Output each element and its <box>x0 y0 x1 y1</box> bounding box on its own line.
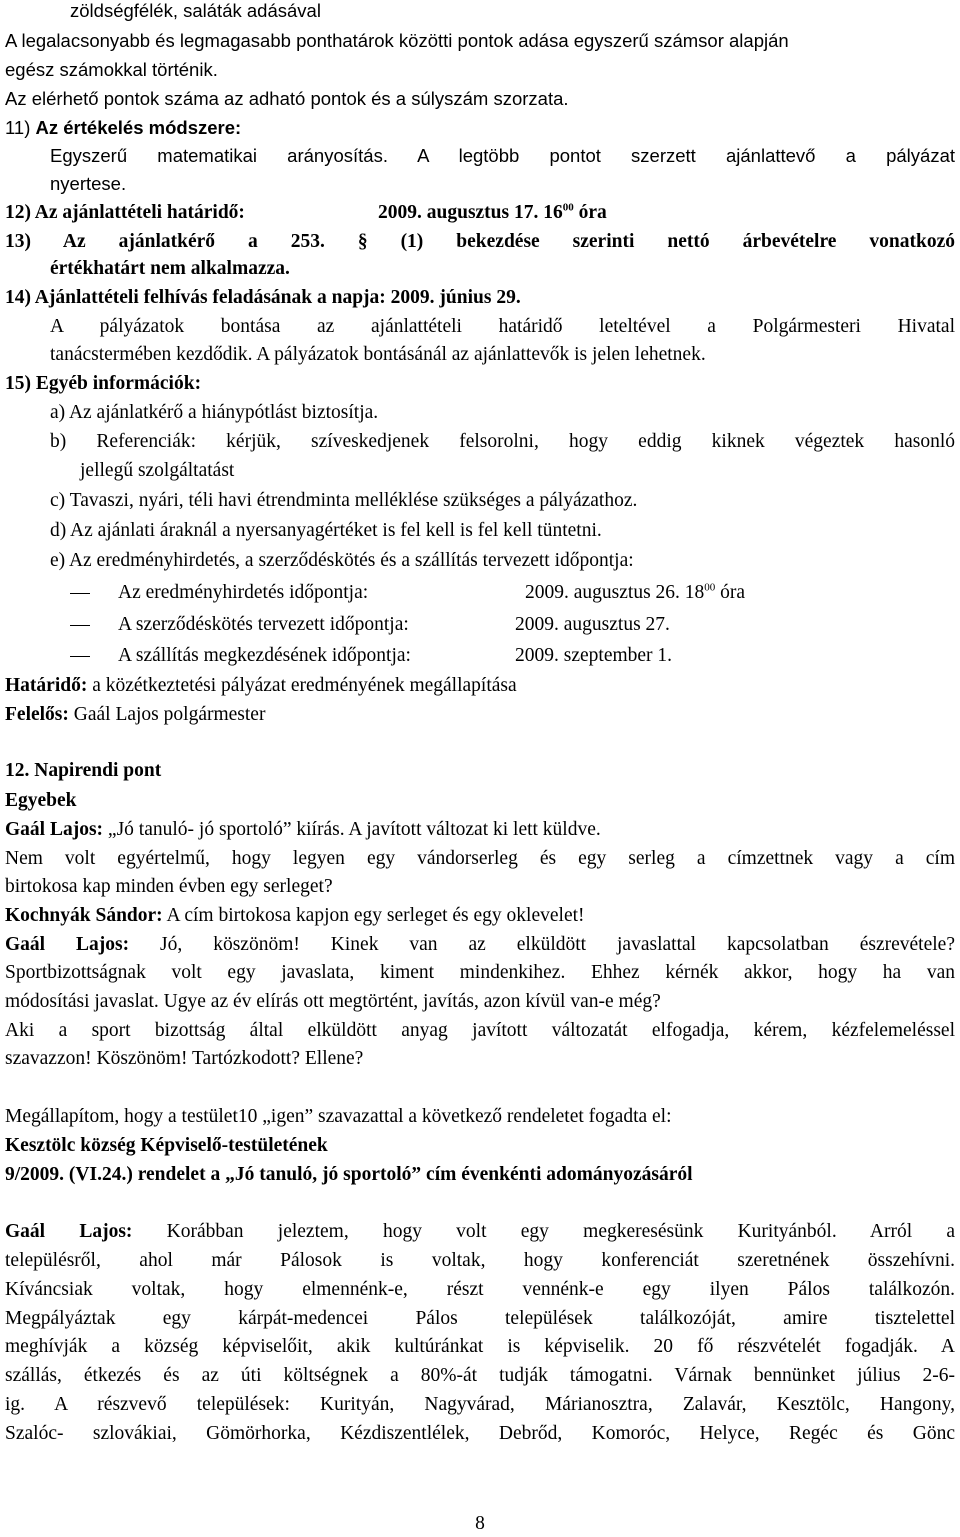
item-label: 12) Az ajánlattételi határidő: <box>5 202 245 223</box>
paragraph-line: szállás, étkezés és az úti költségnek a 80%-át tudják támogatni. Várnak bennünket július 2-6- <box>5 1365 955 1386</box>
paragraph-line: Aki a sport bizottság által elküldött anyag javított változatát elfogadja, kérem, kézfelemeléssel <box>5 1020 955 1041</box>
text-line: jellegű szolgáltatást <box>80 460 235 481</box>
paragraph-line: módosítási javaslat. Ugye az év elírás ott megtörtént, javítás, azon kívül van-e még? <box>5 991 661 1012</box>
item-14: 14) Ajánlattételi felhívás feladásának a napja: 2009. június 29. <box>5 287 521 308</box>
sub-item: e) Az eredményhirdetés, a szerződéskötés és a szállítás tervezett időpontja: <box>50 550 634 571</box>
paragraph-line: Gaál Lajos: „Jó tanuló- jó sportoló” kiírás. A javított változat ki lett küldve. <box>5 819 601 840</box>
text-line: tanácstermében kezdődik. A pályázatok bontásánál az ajánlattevők is jelen lehetnek. <box>50 344 706 365</box>
sub-item: d) Az ajánlati áraknál a nyersanyagértéket is fel kell is fel kell tüntetni. <box>50 520 602 541</box>
sub-item: b) Referenciák: kérjük, szíveskedjenek felsorolni, hogy eddig kiknek végeztek hasonló <box>50 431 955 452</box>
dash-bullet <box>70 656 90 657</box>
item-12 <box>5 200 955 226</box>
paragraph-line: Megállapítom, hogy a testület10 „igen” szavazattal a következő rendeletet fogadta el: <box>5 1106 672 1127</box>
paragraph-line: Gaál Lajos: Korábban jeleztem, hogy volt egy megkeresésünk Kurityánból. Arról a <box>5 1221 956 1242</box>
paragraph-line: Kíváncsiak voltak, hogy elmennénk-e, részt vennénk-e egy ilyen Pálos találkozón. <box>5 1279 955 1300</box>
deadline-line: Határidő: a közétkeztetési pályázat eredményének megállapítása <box>5 675 517 696</box>
paragraph-line: birtokosa kap minden évben egy serleget? <box>5 876 333 897</box>
section-title: Egyebek <box>5 790 77 811</box>
date-value: 2009. augusztus 27. <box>515 614 670 635</box>
date-row: A szerződéskötés tervezett időpontja: 2009. augusztus 27. <box>70 612 960 638</box>
sub-item: c) Tavaszi, nyári, téli havi étrendminta melléklése szükséges a pályázathoz. <box>50 490 638 511</box>
paragraph-line: 9/2009. (VI.24.) rendelet a „Jó tanuló, jó sportoló” cím évenkénti adományozásáról <box>5 1164 693 1185</box>
paragraph-line: Kesztölc község Képviselő-testületének <box>5 1135 328 1156</box>
paragraph-line: Gaál Lajos: Jó, köszönöm! Kinek van az elküldött javaslattal kapcsolatban észrevétele? <box>5 934 955 955</box>
date-row: A szállítás megkezdésének időpontja: 2009. szeptember 1. <box>70 643 960 669</box>
paragraph-line: Sportbizottságnak volt egy javaslata, kiment mindenkihez. Ehhez kérnék akkor, hogy ha van <box>5 962 955 983</box>
deadline-date: 2009. augusztus 17. $16^{00}$ óra <box>378 201 607 223</box>
date-value: 2009. augusztus 26. $18^{00}$ óra <box>525 581 746 603</box>
text-line: A pályázatok bontása az ajánlattételi határidő leteltével a Polgármesteri Hivatal <box>50 316 955 337</box>
text-line: A legalacsonyabb és legmagasabb ponthatárok közötti pontok adása egyszerű számsor alapján <box>5 30 789 51</box>
text-line: egész számokkal történik. <box>5 59 218 80</box>
responsible-line: Felelős: Gaál Lajos polgármester <box>5 704 266 725</box>
dash-bullet <box>70 593 90 594</box>
section-heading: 12. Napirendi pont <box>5 760 162 781</box>
paragraph-line: Nem volt egyértelmű, hogy legyen egy vándorserleg és egy serleg a címzettnek vagy a cím <box>5 848 955 869</box>
item-number: 11) <box>5 117 31 138</box>
date-value: 2009. szeptember 1. <box>515 645 673 666</box>
paragraph-line: településről, ahol már Pálosok is voltak, hogy konferenciát szeretnének összehívni. <box>5 1250 955 1271</box>
paragraph-line: Szalóc- szlovákiai, Gömörhorka, Kézdiszentlélek, Debrőd, Komoróc, Helyce, Regéc és Gönc <box>5 1423 955 1444</box>
text-line: értékhatárt nem alkalmazza. <box>50 258 290 279</box>
dash-bullet <box>70 625 90 626</box>
paragraph-line: meghívják a község képviselőit, akik kultúránkat is képviselik. 20 fő részvételét fogadják. A <box>5 1336 955 1357</box>
sub-item: a) Az ajánlatkérő a hiánypótlást biztosítja. <box>50 402 379 423</box>
text-line: Egyszerű matematikai arányosítás. A legtöbb pontot szerzett ajánlattevő a pályázat <box>50 145 955 166</box>
item-label: Az értékelés módszere: <box>35 117 242 138</box>
text-line: Az elérhető pontok száma az adható pontok és a súlyszám szorzata. <box>5 88 569 109</box>
text-line: zöldségfélék, saláták adásával <box>70 0 321 21</box>
item-11 <box>5 115 955 141</box>
page-number: 8 <box>475 1513 485 1534</box>
paragraph-line: ig. A részvevő települések: Kurityán, Nagyvárad, Márianosztra, Zalavár, Kesztölc, Hangony, <box>5 1394 955 1415</box>
text-line: nyertese. <box>50 173 127 194</box>
item-15: 15) Egyéb információk: <box>5 373 202 394</box>
text-line: 13) Az ajánlatkérő a 253. § (1) bekezdése szerinti nettó árbevételre vonatkozó <box>5 231 955 252</box>
paragraph-line: szavazzon! Köszönöm! Tartózkodott? Ellene? <box>5 1048 364 1069</box>
paragraph-line: Megpályáztak egy kárpát-medencei Pálos települések találkozóját, amire tisztelettel <box>5 1308 955 1329</box>
paragraph-line: Kochnyák Sándor: A cím birtokosa kapjon egy serleget és egy oklevelet! <box>5 905 585 926</box>
date-row: Az eredményhirdetés időpontja: 2009. augusztus 26. $18^{00}$ óra <box>70 580 960 606</box>
